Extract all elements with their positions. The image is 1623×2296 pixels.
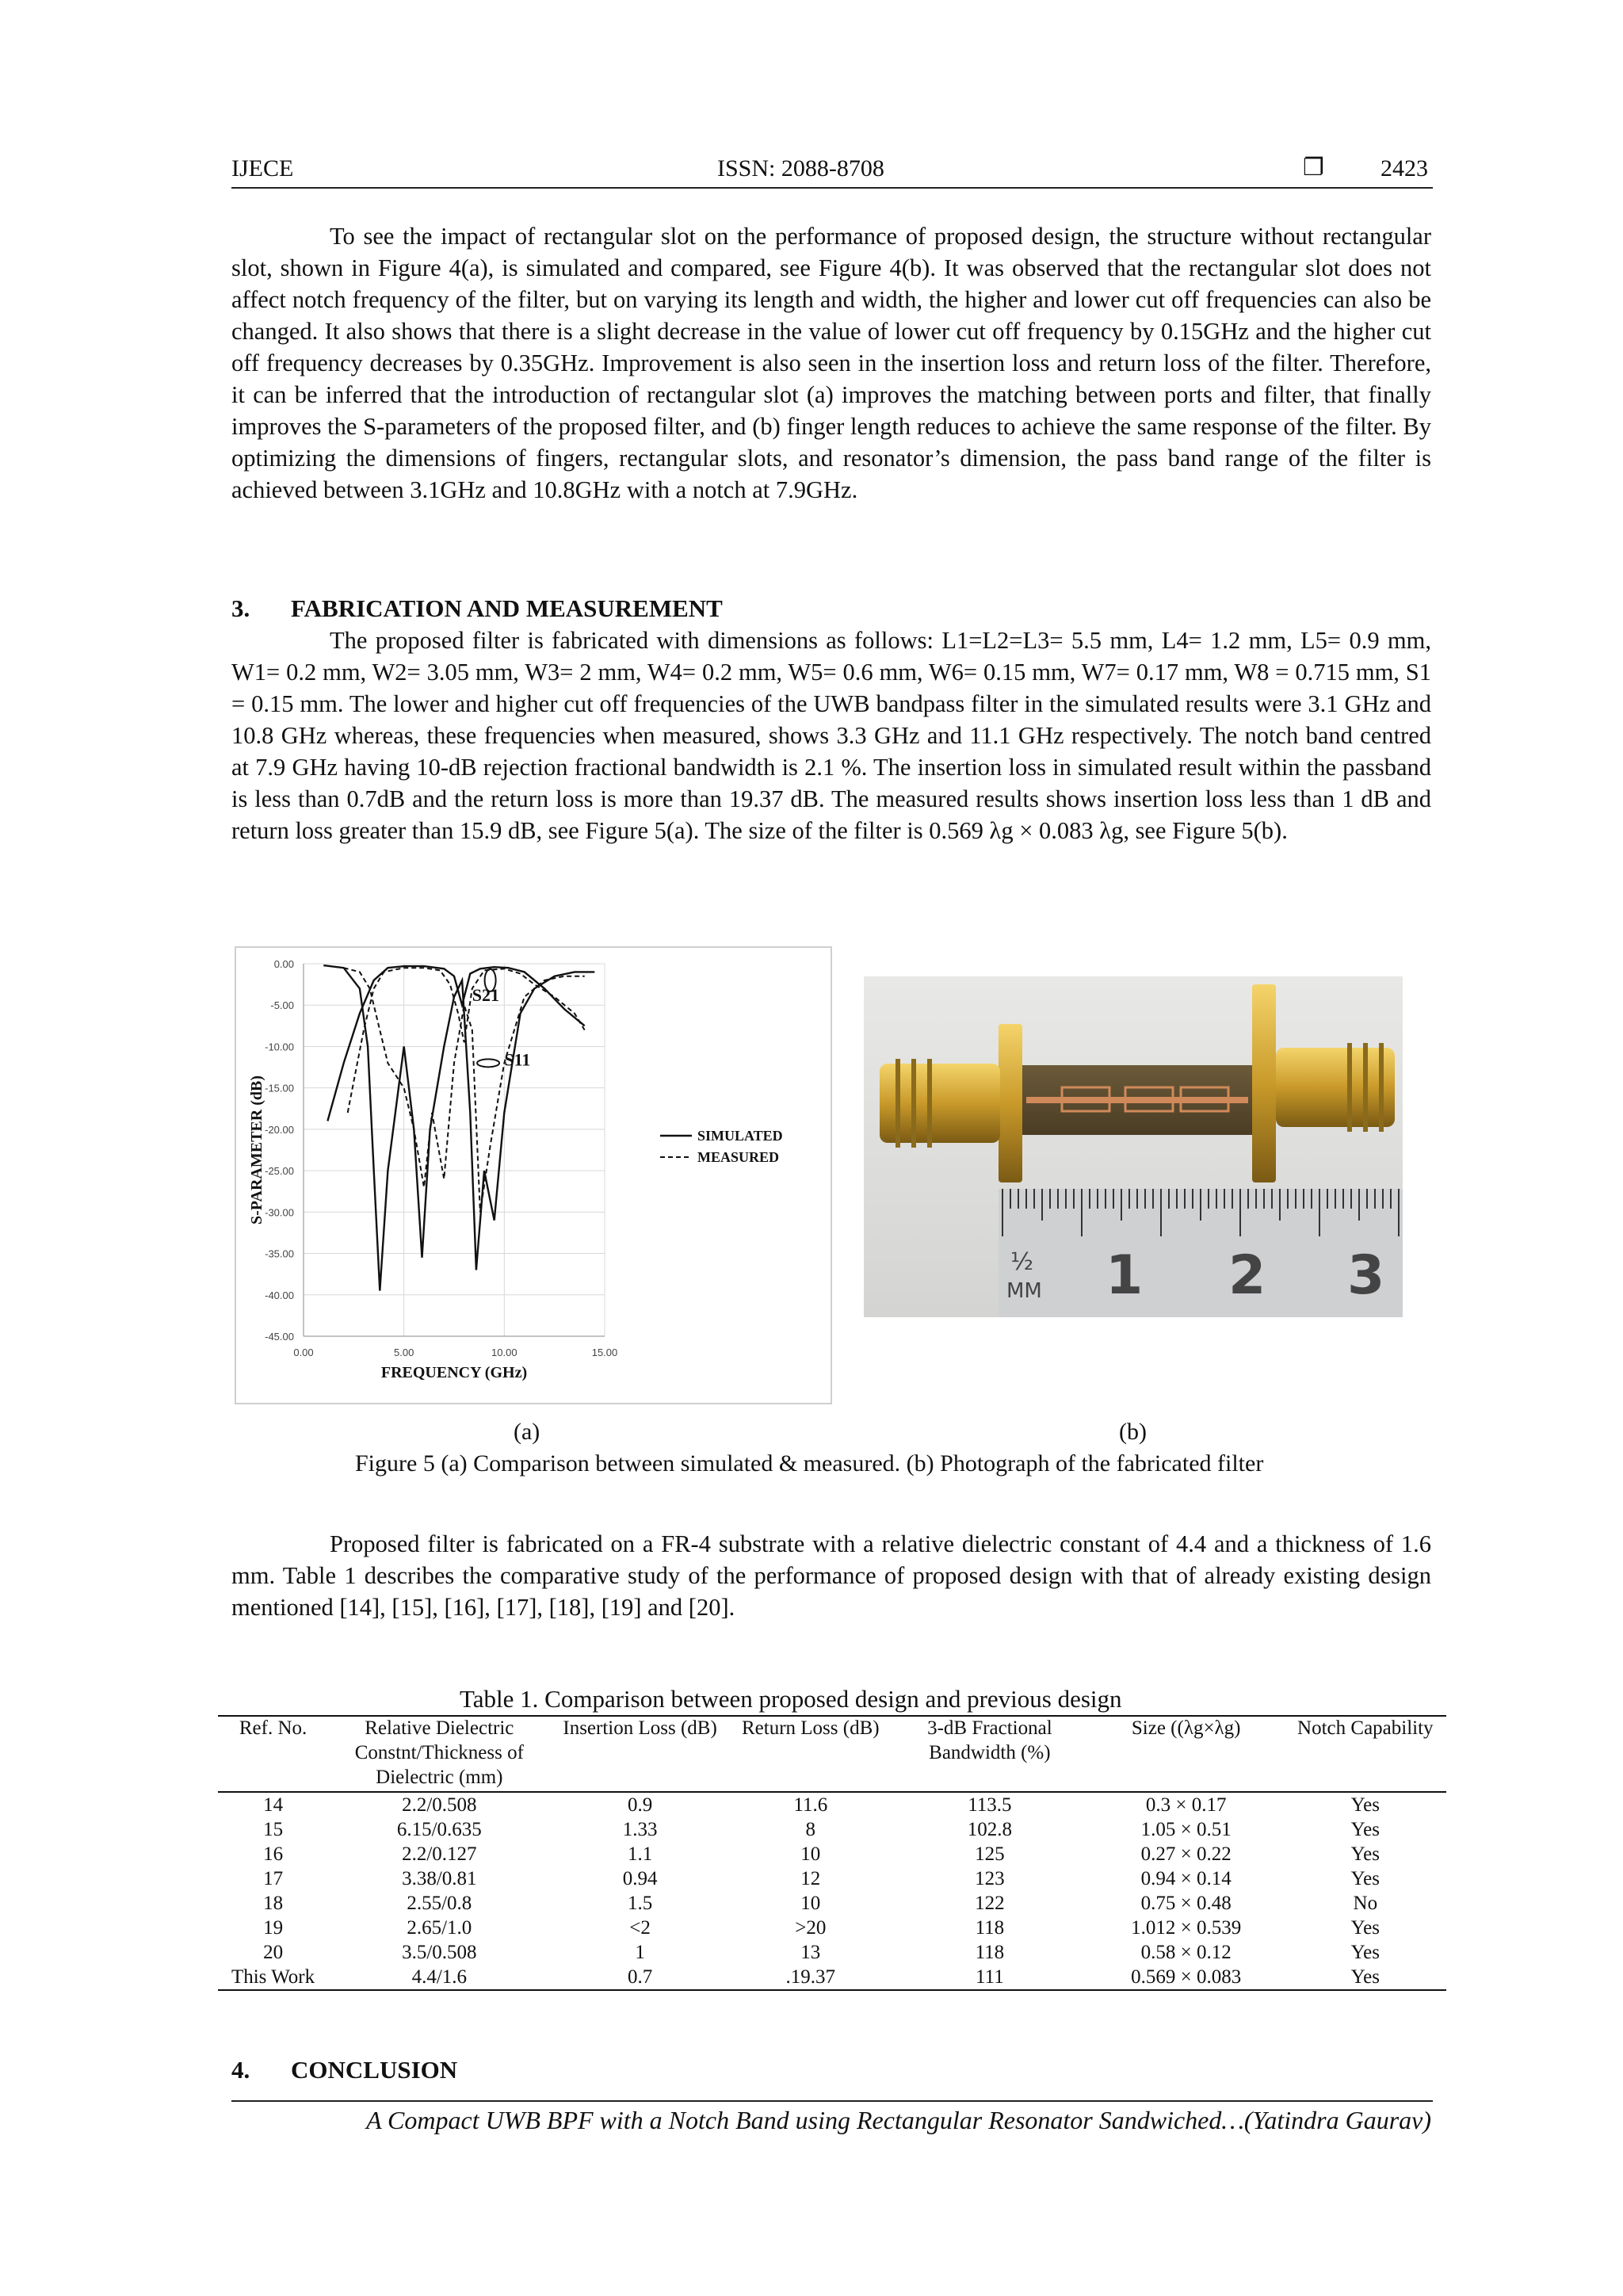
y-tick-label: 0.00 <box>273 958 294 970</box>
col-ref: Ref. No. <box>218 1716 328 1792</box>
y-tick-label: -25.00 <box>265 1165 294 1178</box>
table-cell: Yes <box>1350 1868 1380 1889</box>
table-cell: 2.2/0.127 <box>402 1843 477 1865</box>
figure-label-a: (a) <box>514 1419 540 1445</box>
table-cell: >20 <box>795 1917 827 1939</box>
table-row <box>218 1817 1446 1842</box>
figure-label-b: (b) <box>1119 1419 1147 1445</box>
table-cell: 1 <box>635 1942 645 1963</box>
y-tick-label: -40.00 <box>265 1289 294 1301</box>
table-cell: 11.6 <box>793 1794 828 1816</box>
table-cell: 17 <box>263 1868 284 1889</box>
table-cell: This Work <box>218 1965 328 1990</box>
section-number: 3. <box>231 594 250 622</box>
y-tick-label: -20.00 <box>265 1123 294 1136</box>
table-cell: 2.55/0.8 <box>407 1893 472 1914</box>
x-tick-label: 10.00 <box>491 1347 517 1358</box>
table-row <box>218 1842 1446 1866</box>
table-row <box>218 1866 1446 1891</box>
section-title: CONCLUSION <box>291 2056 458 2084</box>
legend-measured: MEASURED <box>697 1149 780 1165</box>
paragraph-rect-slot: To see the impact of rectangular slot on the performance of proposed design, the structure without rectangular slot, shown in Figure 4(a), is simulated and compared, see Figure 4(b). It was observed that the rectangular slot does not affect notch frequency of the filter, but on varying its length and width, the higher and lower cut off frequencies can also be changed. It also shows that there is a slight decrease in the value of lower cut off frequency by 0.15GHz and the higher cut off frequency decreases by 0.35GHz. Improvement is also seen in the insertion loss and return loss of the filter. Therefore, it can be inferred that the introduction of rectangular slot (a) improves the matching between ports and filter, that finally improves the S-parameters of the proposed filter, and (b) finger length reduces to achieve the same response of the filter. By optimizing the dimensions of fingers, rectangular slots, and resonator’s dimension, the pass band range of the filter is achieved between 3.1GHz and 10.8GHz with a notch at 7.9GHz. <box>231 223 1431 503</box>
table-cell: .19.37 <box>730 1965 892 1990</box>
table-cell: 0.94 × 0.14 <box>1140 1868 1232 1889</box>
col-bandwidth: 3-dB Fractional Bandwidth (%) <box>892 1716 1088 1792</box>
table-cell: 6.15/0.635 <box>396 1819 482 1840</box>
y-tick-label: -15.00 <box>265 1082 294 1095</box>
s11-annotation: S11 <box>504 1049 531 1070</box>
table-cell: 1.5 <box>627 1893 653 1914</box>
left-flange <box>999 1024 1022 1182</box>
table-cell: 16 <box>263 1843 284 1865</box>
table-cell: 0.3 × 0.17 <box>1145 1794 1227 1816</box>
comparison-table <box>218 1716 1446 1991</box>
table-cell: 0.27 × 0.22 <box>1140 1843 1232 1865</box>
table-cell: 118 <box>975 1942 1005 1963</box>
y-tick-label: -45.00 <box>265 1331 294 1343</box>
table-cell: Yes <box>1350 1794 1380 1816</box>
table-row <box>218 1792 1446 1817</box>
s-parameter-chart <box>236 948 831 1403</box>
x-tick-label: 15.00 <box>591 1347 618 1358</box>
table-cell: Yes <box>1350 1917 1380 1939</box>
series-line-1 <box>327 966 584 1121</box>
table-cell: 113.5 <box>968 1794 1012 1816</box>
right-sma-connector <box>1276 1048 1395 1127</box>
paragraph-substrate: Proposed filter is fabricated on a FR-4 substrate with a relative dielectric constant of 4.4 and a thickness of 1.6 mm. Table 1 describes the comparative study of the performance of proposed design with that of already existing design mentioned [14], [15], [16], [17], [18], [19] and [20]. <box>231 1530 1431 1621</box>
series-line-3 <box>323 965 594 1291</box>
table-row <box>218 1891 1446 1916</box>
figure-caption: Figure 5 (a) Comparison between simulated & measured. (b) Photograph of the fabricated filter <box>355 1450 1264 1477</box>
paragraph-fabrication: The proposed filter is fabricated with dimensions as follows: L1=L2=L3= 5.5 mm, L4= 1.2 mm, L5= 0.9 mm, W1= 0.2 mm, W2= 3.05 mm, W3= 2 mm, W4= 0.2 mm, W5= 0.6 mm, W6= 0.15 mm, W7= 0.17 mm, W8 = 0.715 mm, S1 = 0.15 mm. The lower and higher cut off frequencies of the UWB bandpass filter in the simulated results were 3.1 GHz and 10.8 GHz whereas, these frequencies when measured, shows 3.3 GHz and 11.1 GHz respectively. The notch band centred at 7.9 GHz having 10-dB rejection fractional bandwidth is 2.1 %. The insertion loss in simulated result within the passband is less than 0.7dB and the return loss is more than 19.37 dB. The measured results shows insertion loss less than 1 dB and return loss greater than 15.9 dB, see Figure 5(a). The size of the filter is 0.569 λg × 0.083 λg, see Figure 5(b). <box>231 627 1431 844</box>
col-insertion-loss: Insertion Loss (dB) <box>551 1716 730 1792</box>
table-cell: Yes <box>1350 1942 1380 1963</box>
table-cell: 20 <box>263 1942 284 1963</box>
table-cell: 123 <box>975 1868 1005 1889</box>
footer-rule <box>231 2100 1433 2102</box>
table-cell: Yes <box>1350 1843 1380 1865</box>
table-cell: 0.94 <box>622 1868 658 1889</box>
col-dielectric: Relative Dielectric Constnt/Thickness of Dielectric (mm) <box>328 1716 550 1792</box>
section-heading-4 <box>231 2056 457 2084</box>
s11-marker <box>477 1059 499 1067</box>
issn: ISSN: 2088-8708 <box>717 155 884 181</box>
table-row <box>218 1965 1446 1990</box>
x-tick-label: 5.00 <box>394 1347 414 1358</box>
col-notch: Notch Capability <box>1285 1716 1446 1792</box>
table-cell: Yes <box>1285 1965 1446 1990</box>
table-cell: 18 <box>263 1893 284 1914</box>
table-cell: 0.7 <box>551 1965 730 1990</box>
table-cell: 0.58 × 0.12 <box>1140 1942 1232 1963</box>
microstrip-line <box>1026 1097 1248 1103</box>
section-number: 4. <box>231 2056 250 2084</box>
table-row <box>218 1940 1446 1965</box>
table-cell: 10 <box>800 1843 821 1865</box>
table-cell: 1.33 <box>622 1819 658 1840</box>
table-cell: Yes <box>1350 1819 1380 1840</box>
table-cell: 4.4/1.6 <box>328 1965 550 1990</box>
table-cell: 1.012 × 0.539 <box>1131 1917 1242 1939</box>
table-cell: 0.569 × 0.083 <box>1088 1965 1285 1990</box>
table-cell: 8 <box>805 1819 816 1840</box>
table-row <box>218 1916 1446 1940</box>
table-cell: 1.05 × 0.51 <box>1140 1819 1232 1840</box>
table-cell: 19 <box>263 1917 284 1939</box>
col-return-loss: Return Loss (dB) <box>730 1716 892 1792</box>
table-cell: 2.2/0.508 <box>402 1794 477 1816</box>
col-size: Size ((λg×λg) <box>1088 1716 1285 1792</box>
ruler-half-label: ½ <box>1010 1248 1034 1276</box>
table-cell: 2.65/1.0 <box>407 1917 472 1939</box>
table-cell: 118 <box>975 1917 1005 1939</box>
y-axis-label: S-PARAMETER (dB) <box>248 1075 265 1224</box>
ruler-3-label: 3 <box>1347 1244 1385 1307</box>
x-tick-label: 0.00 <box>293 1347 314 1358</box>
table-cell: 3.38/0.81 <box>402 1868 477 1889</box>
y-tick-label: -30.00 <box>265 1206 294 1219</box>
figure-5b-photo <box>864 976 1403 1317</box>
table-cell: <2 <box>629 1917 651 1939</box>
table-cell: 10 <box>800 1893 821 1914</box>
table-cell: No <box>1353 1893 1378 1914</box>
table-cell: 111 <box>892 1965 1088 1990</box>
legend-simulated: SIMULATED <box>697 1128 783 1144</box>
x-axis-label: FREQUENCY (GHz) <box>380 1364 528 1381</box>
right-flange <box>1252 984 1276 1182</box>
y-tick-label: -10.00 <box>265 1041 294 1053</box>
journal-name: IJECE <box>231 155 294 181</box>
running-footer: A Compact UWB BPF with a Notch Band using Rectangular Resonator Sandwiched…(Yatindra Gaurav) <box>366 2106 1431 2134</box>
table-cell: 122 <box>975 1893 1005 1914</box>
header-rule <box>231 187 1433 189</box>
page-box-icon: ❐ <box>1303 155 1324 181</box>
table-cell: 12 <box>800 1868 821 1889</box>
ruler-1-label: 1 <box>1106 1244 1144 1307</box>
table-header-row <box>218 1716 1446 1792</box>
page-number: 2423 <box>1381 155 1428 181</box>
table-cell: 125 <box>975 1843 1005 1865</box>
y-tick-label: -5.00 <box>270 999 294 1012</box>
table-cell: 0.75 × 0.48 <box>1140 1893 1232 1914</box>
fabricated-filter-photo <box>864 976 1403 1317</box>
ruler-mm-label: MM <box>1006 1279 1042 1303</box>
section-heading-3 <box>231 594 723 623</box>
figure-5a-chart <box>235 946 832 1404</box>
table-cell: 1.1 <box>627 1843 653 1865</box>
s21-annotation: S21 <box>472 985 500 1005</box>
table-cell: 15 <box>263 1819 284 1840</box>
y-tick-label: -35.00 <box>265 1247 294 1260</box>
table-cell: 13 <box>800 1942 821 1963</box>
section-title: FABRICATION AND MEASUREMENT <box>291 594 723 622</box>
table-caption: Table 1. Comparison between proposed design and previous design <box>460 1685 1122 1713</box>
table-cell: 0.9 <box>627 1794 653 1816</box>
table-cell: 3.5/0.508 <box>402 1942 477 1963</box>
table-cell: 14 <box>263 1794 284 1816</box>
table-cell: 102.8 <box>967 1819 1012 1840</box>
ruler-2-label: 2 <box>1228 1244 1266 1307</box>
